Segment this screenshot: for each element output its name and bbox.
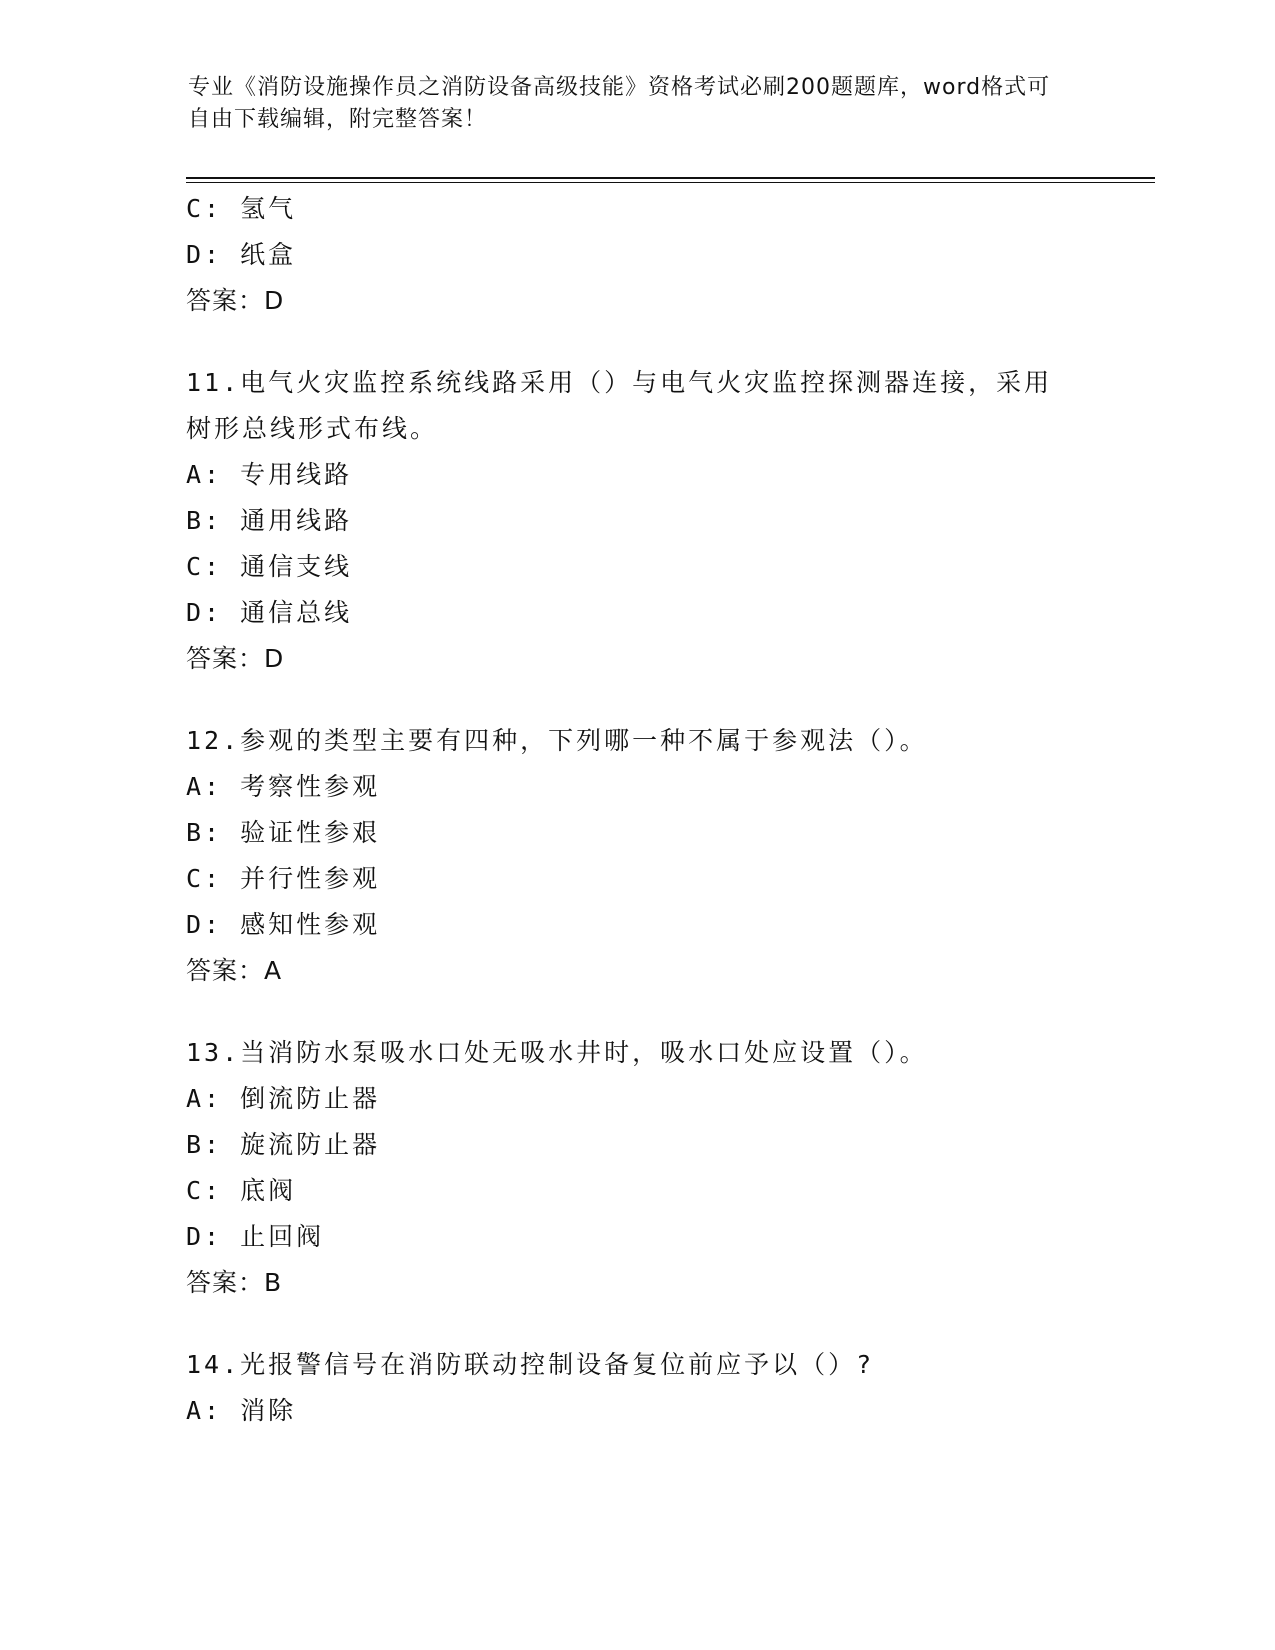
question-13 — [186, 1030, 1086, 1306]
option-d: D: 纸盒 — [186, 240, 297, 269]
option-d: D: 通信总线 — [186, 598, 353, 627]
answer-line: 答案：A — [186, 956, 283, 985]
answer-line: 答案：B — [186, 1268, 283, 1297]
question-12 — [186, 718, 1086, 994]
question-14 — [186, 1342, 1086, 1434]
option-b: B: 旋流防止器 — [186, 1130, 381, 1159]
option-b: B: 通用线路 — [186, 506, 353, 535]
option-d: D: 感知性参观 — [186, 910, 381, 939]
option-c: C: 氢气 — [186, 194, 297, 223]
question-stem: 13.当消防水泵吸水口处无吸水井时，吸水口处应设置（）。 — [186, 1038, 928, 1067]
question-list — [186, 186, 1086, 1434]
option-c: C: 并行性参观 — [186, 864, 381, 893]
option-a: A: 倒流防止器 — [186, 1084, 381, 1113]
option-c: C: 底阀 — [186, 1176, 297, 1205]
option-d: D: 止回阀 — [186, 1222, 325, 1251]
option-a: A: 专用线路 — [186, 460, 353, 489]
question-stem-continued: 树形总线形式布线。 — [186, 414, 439, 443]
header-divider-thick — [186, 177, 1155, 179]
question-stem: 14.光报警信号在消防联动控制设备复位前应予以（）? — [186, 1350, 875, 1379]
option-a: A: 消除 — [186, 1396, 297, 1425]
question-stem: 12.参观的类型主要有四种，下列哪一种不属于参观法（）。 — [186, 726, 928, 755]
answer-line: 答案：D — [186, 286, 285, 315]
question-11 — [186, 360, 1086, 682]
answer-line: 答案：D — [186, 644, 285, 673]
question-stem: 11.电气火灾监控系统线路采用（）与电气火灾监控探测器连接，采用 — [186, 368, 1053, 397]
header-divider-thin — [186, 182, 1155, 183]
option-c: C: 通信支线 — [186, 552, 353, 581]
option-b: B: 验证性参艰 — [186, 818, 381, 847]
page-header: 专业《消防设施操作员之消防设备高级技能》资格考试必刷200题题库，word格式可自由下载编辑，附完整答案！ — [188, 75, 1051, 132]
option-a: A: 考察性参观 — [186, 772, 381, 801]
carryover-question — [186, 186, 1086, 324]
